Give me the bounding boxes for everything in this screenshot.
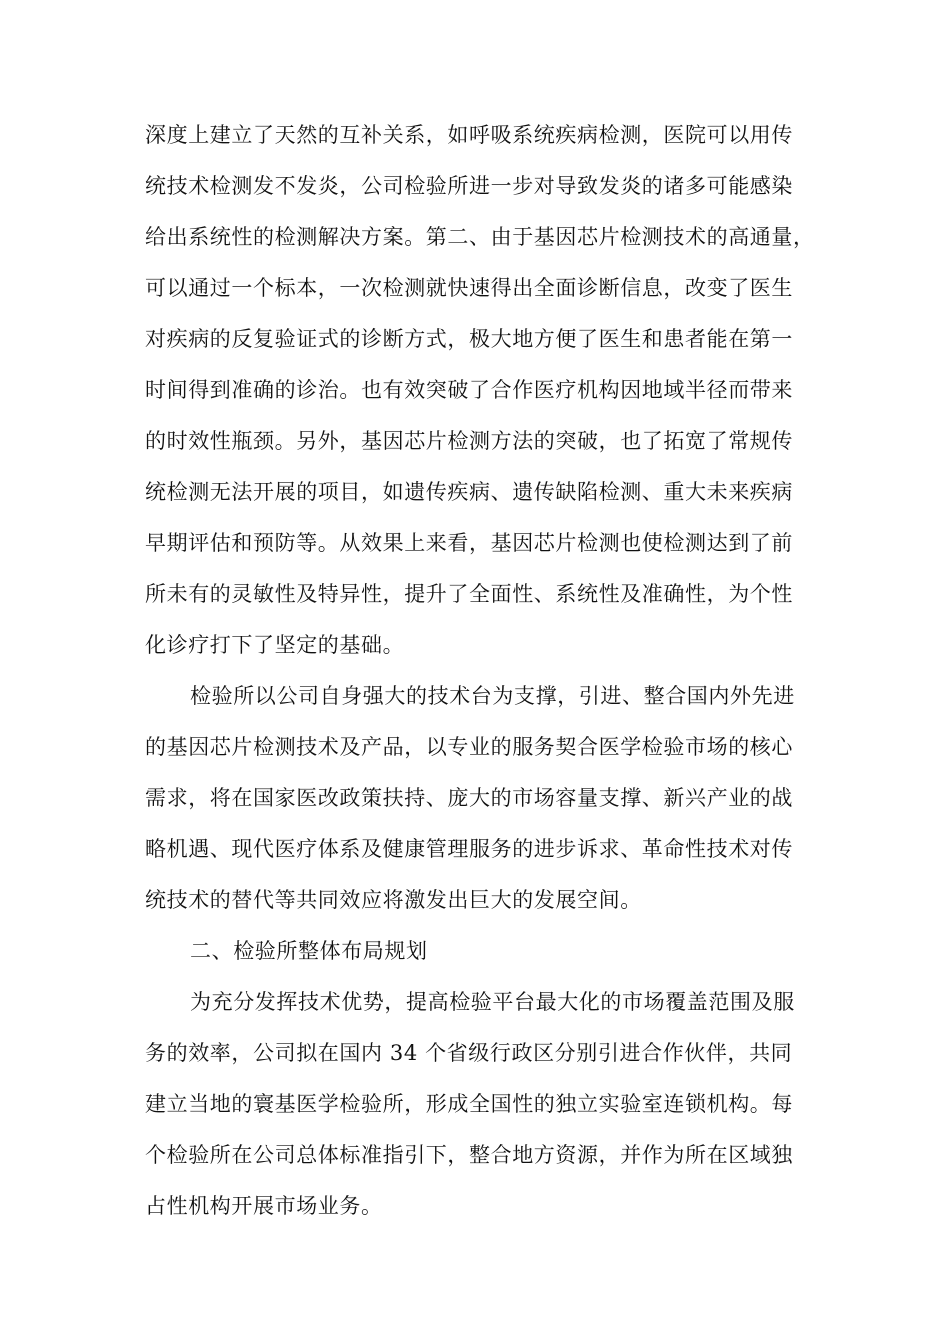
paragraph-3-line: 建立当地的寰基医学检验所，形成全国性的独立实验室连锁机构。每 xyxy=(145,1092,793,1116)
paragraph-2-line: 略机遇、现代医疗体系及健康管理服务的进步诉求、革命性技术对传 xyxy=(145,837,793,861)
paragraph-1-line: 可以通过一个标本，一次检测就快速得出全面诊断信息，改变了医生 xyxy=(145,276,793,300)
paragraph-1-line: 早期评估和预防等。从效果上来看，基因芯片检测也使检测达到了前 xyxy=(145,531,793,555)
paragraph-1-line: 给出系统性的检测解决方案。第二、由于基因芯片检测技术的高通量， xyxy=(145,225,815,249)
paragraph-1-line: 统检测无法开展的项目，如遗传疾病、遗传缺陷检测、重大未来疾病 xyxy=(145,480,793,504)
paragraph-1-line: 化诊疗打下了坚定的基础。 xyxy=(145,633,405,657)
paragraph-1-line: 对疾病的反复验证式的诊断方式，极大地方便了医生和患者能在第一 xyxy=(145,327,793,351)
paragraph-1-line: 时间得到准确的诊治。也有效突破了合作医疗机构因地域半径而带来 xyxy=(145,378,793,402)
paragraph-2-line: 的基因芯片检测技术及产品，以专业的服务契合医学检验市场的核心 xyxy=(145,735,793,759)
paragraph-3-line: 个检验所在公司总体标准指引下，整合地方资源，并作为所在区域独 xyxy=(145,1143,793,1167)
paragraph-3-line: 务的效率，公司拟在国内 34 个省级行政区分别引进合作伙伴，共同 xyxy=(145,1041,793,1065)
paragraph-2-line: 统技术的替代等共同效应将激发出巨大的发展空间。 xyxy=(145,888,642,912)
paragraph-1-line: 统技术检测发不发炎，公司检验所进一步对导致发炎的诸多可能感染 xyxy=(145,174,793,198)
section-heading: 二、检验所整体布局规划 xyxy=(190,939,428,963)
paragraph-3-line: 为充分发挥技术优势，提高检验平台最大化的市场覆盖范围及服 xyxy=(190,990,795,1014)
paragraph-3-line: 占性机构开展市场业务。 xyxy=(145,1194,383,1218)
paragraph-1-line: 的时效性瓶颈。另外，基因芯片检测方法的突破，也了拓宽了常规传 xyxy=(145,429,793,453)
paragraph-2-line: 检验所以公司自身强大的技术台为支撑，引进、整合国内外先进 xyxy=(190,684,795,708)
paragraph-1-line: 深度上建立了天然的互补关系，如呼吸系统疾病检测，医院可以用传 xyxy=(145,123,793,147)
paragraph-2-line: 需求，将在国家医改政策扶持、庞大的市场容量支撑、新兴产业的战 xyxy=(145,786,793,810)
paragraph-1-line: 所未有的灵敏性及特异性，提升了全面性、系统性及准确性，为个性 xyxy=(145,582,793,606)
